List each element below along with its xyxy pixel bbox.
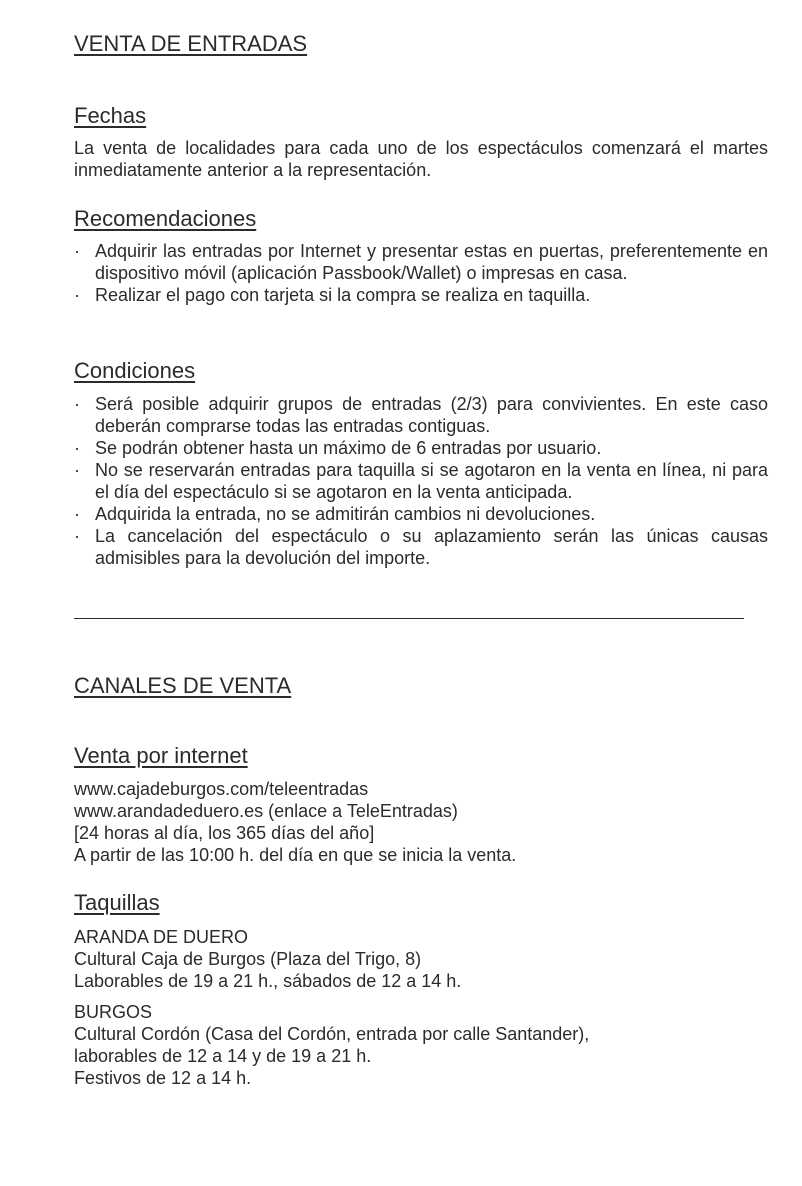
list-item: · No se reservarán entradas para taquilla si se agotaron en la venta en línea, ni para el día del espectáculo si se agotaron en la venta anticipada. — [74, 459, 768, 503]
recomendaciones-list — [74, 240, 768, 306]
section-title-canales: CANALES DE VENTA — [74, 673, 292, 698]
taquilla-holidays: Festivos de 12 a 14 h. — [74, 1068, 252, 1088]
taquilla-hours: laborables de 12 a 14 y de 19 a 21 h. — [74, 1046, 372, 1066]
taquilla-city: BURGOS — [74, 1002, 153, 1022]
fechas-text: La venta de localidades para cada uno de los espectáculos comenzará el martes inmediatamente anterior a la representación. — [74, 138, 768, 180]
taquilla-aranda — [74, 926, 768, 992]
link-cajadeburgos[interactable]: www.cajadeburgos.com/teleentradas — [74, 779, 369, 799]
section-divider — [74, 618, 744, 619]
list-item: · La cancelación del espectáculo o su aplazamiento serán las únicas causas admisibles para la devolución del importe. — [74, 525, 768, 569]
link-arandadeduero[interactable]: www.arandadeduero.es (enlace a TeleEntradas) — [74, 801, 458, 821]
condiciones-list — [74, 393, 768, 569]
taquilla-venue: Cultural Caja de Burgos (Plaza del Trigo, 8) — [74, 949, 422, 969]
list-item: · Adquirir las entradas por Internet y presentar estas en puertas, preferentemente en dispositivo móvil (aplicación Passbook/Wallet) o impresas en casa. — [74, 240, 768, 284]
list-item: · Realizar el pago con tarjeta si la compra se realiza en taquilla. — [74, 284, 768, 306]
heading-internet: Venta por internet — [74, 743, 248, 768]
internet-hours: [24 horas al día, los 365 días del año] — [74, 823, 375, 843]
section-title-venta: VENTA DE ENTRADAS — [74, 31, 308, 56]
internet-lines — [74, 778, 768, 866]
taquilla-hours: Laborables de 19 a 21 h., sábados de 12 a 14 h. — [74, 971, 462, 991]
list-item: · Adquirida la entrada, no se admitirán cambios ni devoluciones. — [74, 503, 768, 525]
heading-fechas: Fechas — [74, 103, 147, 128]
taquilla-venue: Cultural Cordón (Casa del Cordón, entrada por calle Santander), — [74, 1024, 590, 1044]
heading-recomendaciones: Recomendaciones — [74, 206, 257, 231]
taquilla-burgos — [74, 1001, 768, 1089]
taquilla-city: ARANDA DE DUERO — [74, 927, 249, 947]
list-item: · Será posible adquirir grupos de entradas (2/3) para convivientes. En este caso deberán comprarse todas las entradas contiguas. — [74, 393, 768, 437]
internet-start: A partir de las 10:00 h. del día en que se inicia la venta. — [74, 845, 517, 865]
heading-condiciones: Condiciones — [74, 358, 196, 383]
list-item: · Se podrán obtener hasta un máximo de 6 entradas por usuario. — [74, 437, 768, 459]
heading-taquillas: Taquillas — [74, 890, 160, 915]
